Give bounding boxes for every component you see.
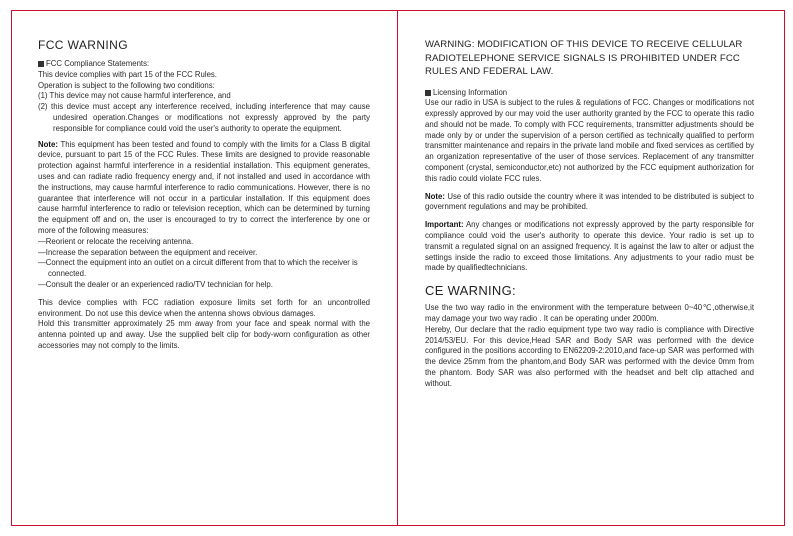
- left-column: [38, 38, 370, 352]
- note-text: This equipment has been tested and found to comply with the limits for a Class B digital device, pursuant to part 15 of the FCC Rules. These limits are designed to provide reasonable protection against harmful interference in a residential installation. This equipment generates, uses and can radiate radio frequency energy and, if not installed and used in accordance with the instructions, may cause harmful interference to radio communications. However, there is no guarantee that interference will not occur in a particular installation. If this equipment does cause harmful interference to radio or television reception, which can be determined by turning the equipment off and on, the user is encouraged to try to correct the interference by one or more of the following measures:: [38, 139, 370, 235]
- fcc-warning-title: FCC WARNING: [38, 38, 128, 52]
- fcc-compliance-heading: [38, 59, 370, 70]
- ce-temperature-paragraph: Use the two way radio in the environment with the temperature between 0~40℃,otherwise,it may damage your two way radio . It can be operating under 2000m.: [425, 303, 754, 324]
- licensing-paragraph: Use our radio in USA is subject to the rules & regulations of FCC. Changes or modifications not expressly approved by our may void the user authority granted by the FCC to operate this radio and should not be made. To comply with FCC requirements, transmitter adjustments should be made only by or under the supervision of a person certified as technically qualified to perform transmitter maintenance and repairs in the private land mobile and fixed services as certified by an organization representative of the user of those services. Replacement of any transmitter component (crystal, semiconductor,etc) not authorized by the FCC equipment authorization for this radio could violate FCC rules.: [425, 98, 754, 183]
- measure-item: —Increase the separation between the equipment and receiver.: [38, 247, 258, 257]
- intro-line: This device complies with part 15 of the FCC Rules.: [38, 69, 217, 79]
- measure-item: —Connect the equipment into an outlet on a circuit different from that to which the receiver is connected.: [38, 258, 358, 279]
- hold-distance-paragraph: Hold this transmitter approximately 25 mm away from your face and speak normal with the antenna pointed up and away. Use the supplied belt clip for body-worn configuration as other accessories may not comply to the limits.: [38, 319, 370, 350]
- note-label: Note:: [38, 139, 58, 149]
- fcc-note-paragraph: [38, 140, 370, 237]
- licensing-heading: [425, 88, 754, 99]
- modification-warning-title: WARNING: MODIFICATION OF THIS DEVICE TO RECEIVE CELLULAR RADIOTELEPHONE SERVICE SIGNALS IS PROHIBITED UNDER FCC RULES AND FEDERAL LAW.: [425, 39, 743, 77]
- important-label: Important:: [425, 220, 464, 230]
- right-column: [425, 38, 754, 390]
- measure-item: —Reorient or relocate the receiving antenna.: [38, 236, 194, 246]
- usage-note-paragraph: [425, 192, 754, 214]
- note-text: Use of this radio outside the country where it was intended to be distributed is subject to government regulations and may be prohibited.: [425, 191, 754, 212]
- ce-warning-title: CE WARNING:: [425, 283, 516, 299]
- square-bullet-icon: [38, 61, 44, 67]
- note-label: Note:: [425, 191, 445, 201]
- rf-exposure-paragraph: This device complies with FCC radiation exposure limits set forth for an uncontrolled environment. Do not use this device when the antenna shows obvious damages.: [38, 297, 370, 318]
- square-bullet-icon: [425, 90, 431, 96]
- fcc-compliance-heading-text: FCC Compliance Statements:: [46, 59, 150, 68]
- condition-item: (2) this device must accept any interference received, including interference that may cause undesired operation.Changes or modifications not expressly approved by the party responsible for compliance could void the user's authority to operate the equipment.: [38, 102, 370, 133]
- measure-item: —Consult the dealer or an experienced radio/TV technician for help.: [38, 279, 273, 289]
- intro-line: Operation is subject to the following two conditions:: [38, 80, 215, 90]
- licensing-heading-text: Licensing Information: [433, 87, 508, 97]
- important-text: Any changes or modifications not expressly approved by the party responsible for compliance could void the user's authority to operate this device. Your radio is set up to transmit a regulated signal on an assigned frequency. It is against the law to alter or adjust the settings inside the radio to exceed those limitations. Any adjustments to your radio must be made by qualifiedtechnicians.: [425, 220, 754, 273]
- important-paragraph: [425, 220, 754, 274]
- ce-declaration-paragraph: Hereby, Our declare that the radio equipment type two way radio is compliance with Directive 2014/53/EU. For this device,Head SAR and Body SAR was performed with the device configured in the positions according to EN62209-2:2010,and face-up SAR was performed with the device 25mm from the phantom,and Body SAR was performed with the device 0mm from the phantom. Body SAR was also performed with the headset and belt clip attached and without.: [425, 324, 754, 388]
- condition-item: (1) This device may not cause harmful interference, and: [38, 91, 231, 101]
- page-fold-divider: [397, 10, 398, 526]
